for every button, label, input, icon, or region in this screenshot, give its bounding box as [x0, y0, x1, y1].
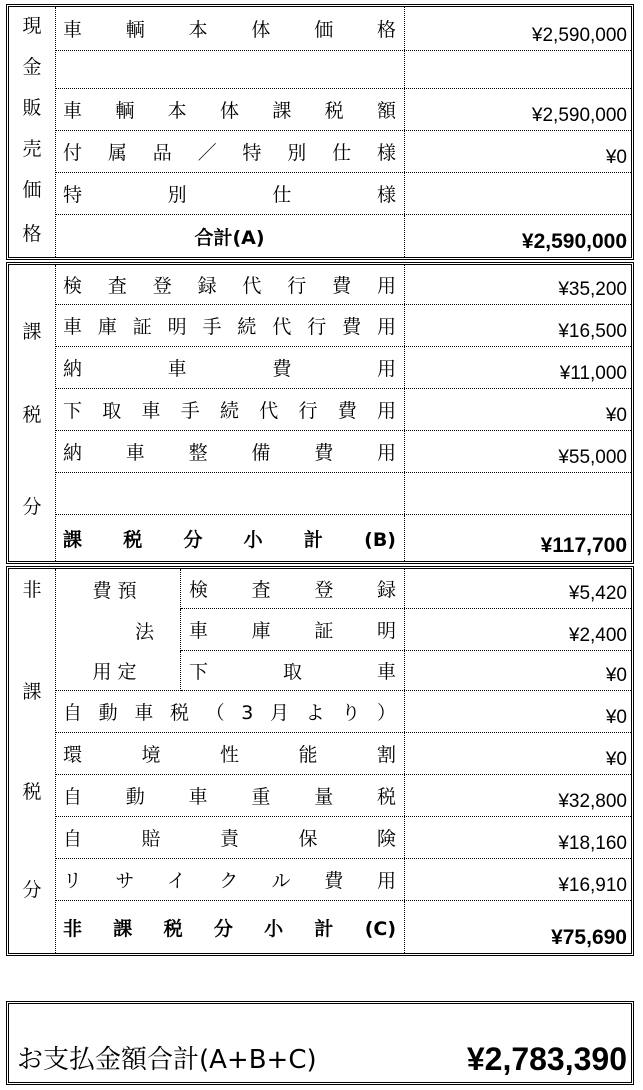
vertical-char: 売 — [22, 138, 42, 160]
vertical-char: 課 — [22, 681, 42, 703]
row-value: ¥2,400 — [568, 625, 627, 646]
table-row — [55, 859, 631, 901]
non-taxable-section — [6, 566, 634, 956]
table-row — [55, 347, 631, 389]
subtotal-b-value: ¥117,700 — [540, 534, 627, 557]
row-label: 納車整備費用 — [55, 431, 405, 472]
taxable-section — [6, 262, 634, 564]
row-value: ¥55,000 — [558, 447, 627, 468]
row-value — [405, 473, 631, 514]
row-value: ¥0 — [605, 707, 627, 728]
row-value: ¥16,500 — [558, 321, 627, 342]
vertical-char: 格 — [22, 223, 42, 245]
row-label: 検査登録 — [181, 569, 405, 608]
table-row — [55, 691, 631, 733]
row-label: 特別仕様 — [55, 173, 405, 214]
row-label: 自動車税（3月より） — [55, 691, 405, 732]
deposit-row — [181, 651, 631, 691]
table-row — [55, 431, 631, 473]
table-row — [55, 305, 631, 347]
row-label: 環境性能割 — [55, 733, 405, 774]
grand-total-value: ¥2,783,390 — [466, 1041, 627, 1077]
cash-price-vertical-label — [9, 7, 56, 257]
row-value — [405, 51, 631, 88]
table-row — [55, 775, 631, 817]
row-label: 検査登録代行費用 — [55, 265, 405, 304]
vertical-char: 現 — [22, 15, 42, 37]
row-value: ¥35,200 — [558, 279, 627, 300]
row-value: ¥0 — [605, 665, 627, 686]
row-label: 付属品／特別仕様 — [55, 131, 405, 172]
row-value: ¥16,910 — [558, 875, 627, 896]
table-row — [55, 89, 631, 131]
row-label: 車庫証明 — [181, 609, 405, 650]
row-label: 自動車重量税 — [55, 775, 405, 816]
vertical-char: 課 — [22, 321, 42, 343]
vertical-char: 税 — [22, 781, 42, 803]
subtotal-row — [55, 901, 631, 953]
subtotal-a-label: 合計(A) — [55, 215, 405, 257]
grand-total-label: お支払金額合計(A+B+C) — [17, 1045, 317, 1075]
table-row — [55, 389, 631, 431]
deposit-group-label: 用定 — [55, 651, 181, 691]
subtotal-a-value: ¥2,590,000 — [521, 230, 627, 253]
row-label: 自賠責保険 — [55, 817, 405, 858]
row-label: 車庫証明手続代行費用 — [55, 305, 405, 346]
row-label: 下取車 — [181, 651, 405, 690]
vertical-char: 税 — [22, 404, 42, 426]
cash-price-section — [6, 4, 634, 260]
deposit-row — [181, 569, 631, 609]
row-value: ¥2,590,000 — [531, 105, 627, 126]
deposit-group-label: 法 — [55, 609, 181, 651]
row-value: ¥0 — [605, 147, 627, 168]
row-label: 車輌本体課税額 — [55, 89, 405, 130]
grand-total-box — [6, 1001, 634, 1085]
vertical-char: 販 — [22, 97, 42, 119]
subtotal-c-value: ¥75,690 — [551, 926, 627, 949]
table-row — [55, 733, 631, 775]
table-row — [55, 7, 631, 51]
subtotal-b-label: 課税分小計(B) — [55, 515, 405, 561]
row-value: ¥18,160 — [558, 833, 627, 854]
deposit-group-label: 費預 — [55, 569, 181, 609]
vertical-char: 金 — [22, 56, 42, 78]
vertical-char: 分 — [22, 879, 42, 901]
vertical-char: 非 — [22, 579, 42, 601]
row-value: ¥2,590,000 — [531, 25, 627, 46]
row-label: 納車費用 — [55, 347, 405, 388]
table-row — [55, 131, 631, 173]
row-value: ¥0 — [605, 405, 627, 426]
row-label: 車輌本体価格 — [55, 7, 405, 50]
taxable-vertical-label — [9, 265, 56, 561]
row-label — [55, 51, 405, 88]
table-row — [55, 473, 631, 515]
table-row — [55, 817, 631, 859]
subtotal-row — [55, 215, 631, 257]
non-taxable-vertical-label — [9, 569, 56, 953]
vertical-char: 価 — [22, 179, 42, 201]
row-label: 下取車手続代行費用 — [55, 389, 405, 430]
row-label: リサイクル費用 — [55, 859, 405, 900]
table-row — [55, 51, 631, 89]
row-value: ¥32,800 — [558, 791, 627, 812]
vertical-char: 分 — [22, 496, 42, 518]
subtotal-row — [55, 515, 631, 561]
table-row — [55, 265, 631, 305]
row-value: ¥0 — [605, 749, 627, 770]
row-value: ¥11,000 — [559, 363, 627, 384]
table-row — [55, 173, 631, 215]
row-label — [55, 473, 405, 514]
subtotal-c-label: 非課税分小計(C) — [55, 901, 405, 953]
row-value: ¥5,420 — [568, 583, 627, 604]
deposit-row — [181, 609, 631, 651]
row-value — [405, 173, 631, 214]
